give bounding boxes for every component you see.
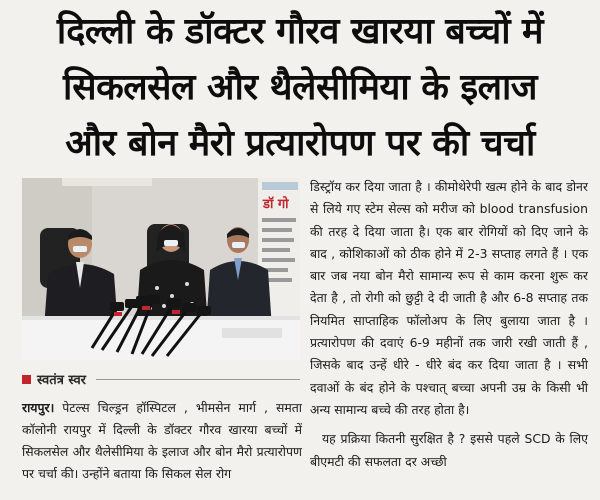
headline — [0, 4, 600, 172]
headline-line-1: दिल्ली के डॉक्टर गौरव खारया बच्चों में — [56, 11, 544, 52]
headline-line-2: सिकलसेल और थैलेसीमिया के इलाज — [62, 67, 538, 108]
body-paragraph-2: यह प्रक्रिया कितनी सुरक्षित है ? इससे पहले SCD के लिए बीएमटी की सफलता दर अच्छी — [310, 431, 588, 469]
byline — [22, 370, 300, 388]
press-conference-illustration — [22, 178, 300, 360]
article-left-column — [22, 397, 302, 485]
body-paragraph-1: डिस्ट्रॉय कर दिया जाता है । कीमोथेरेपी खत्म होने के बाद डोनर से लिये गए स्टेम सेल्स को मरीज को blood transfusion की तरह दे दिया जाता है। एक बार रोगियों को दिए जाने के बाद , कोशिकाओं को ठीक होने में 2-3 सप्ताह लगते हैं । एक बार जब नया बोन मैरो सामान्य रूप से काम करना शुरू कर देता है , तो रोगी को छुट्टी दे दी जाती है और 6-8 सप्ताह तक नियमित साप्ताहिक फॉलोअप के लिए बुलाया जाता है । प्रत्यारोपण की दवाएं 6-9 महीनों तक जारी रखी जाती हैं , जिसके बाद उन्हें धीरे - धीरे बंद कर दिया जाता है । सभी दवाओं के बंद होने के पश्चात् बच्चा अपनी उम्र के किसी भी अन्य सामान्य बच्चे की तरह होता है। — [310, 179, 588, 417]
dateline: रायपुर। — [22, 400, 55, 415]
byline-text: स्वतंत्र स्वर — [37, 373, 86, 388]
intro-paragraph — [22, 397, 302, 485]
byline-rule — [96, 379, 300, 380]
press-conference-photo — [22, 178, 300, 360]
intro-text: पेटल्स चिल्ड्रन हॉस्पिटल , भीमसेन मार्ग , समता कॉलोनी रायपुर में दिल्ली के डॉक्टर गौरव खारया बच्चों में सिकलसेल और थैलेसीमिया के इलाज और बोन मैरो प्रत्यारोपण पर चर्चा की। उन्होंने बताया कि सिकल सेल रोग — [22, 400, 302, 481]
article-right-column — [310, 176, 588, 473]
byline-marker — [22, 375, 31, 384]
headline-line-3: और बोन मैरो प्रत्यारोपण पर की चर्चा — [65, 123, 535, 164]
banner-text: डॉ गो — [263, 197, 289, 212]
